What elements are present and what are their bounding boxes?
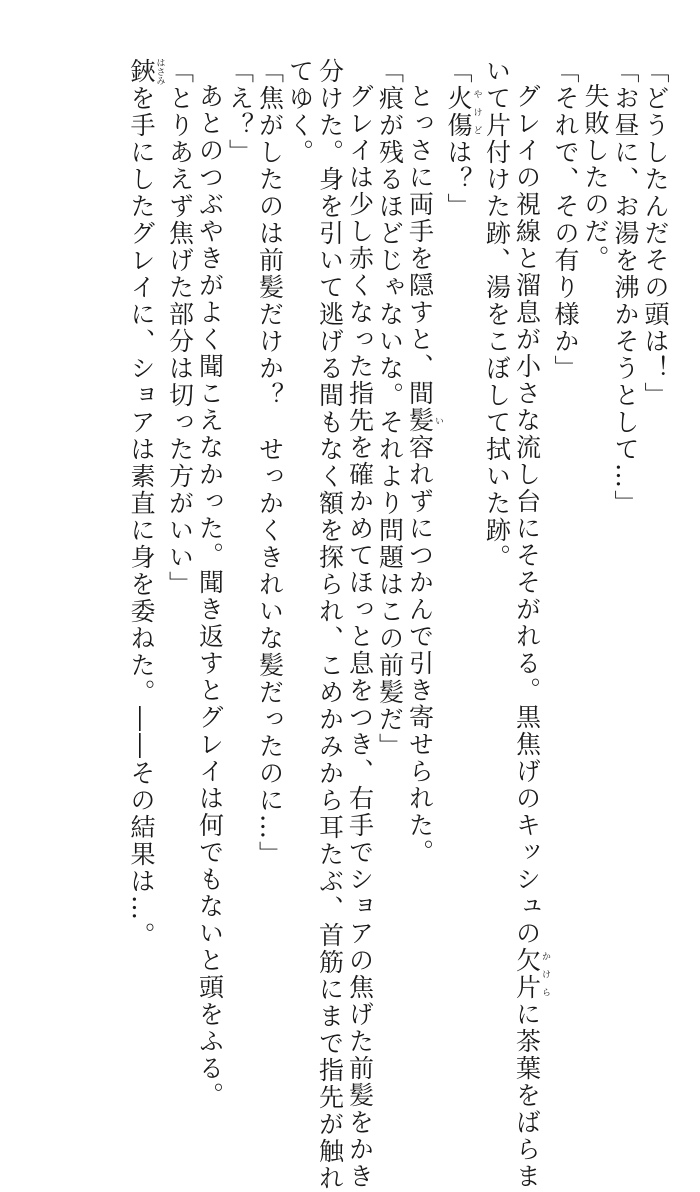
line-text: 「とりあえず焦げた部分は切った方がいい」	[165, 58, 195, 598]
line-text-tail: に茶葉をばらま	[512, 1001, 542, 1190]
line-text-tail: は？」	[444, 139, 473, 220]
text-line	[345, 58, 375, 1190]
text-line	[640, 58, 670, 958]
text-line	[255, 58, 285, 958]
ruby-base: 火傷	[444, 85, 473, 139]
line-text-tail: れずにつかんで引き寄せられた。	[405, 461, 435, 866]
line-text: あとのつぶやきがよく聞こえなかった。聞き返すとグレイは何でもないと頭をふる。	[195, 83, 225, 1109]
text-line	[512, 58, 551, 1190]
ruby-reading: い	[433, 380, 443, 461]
text-line	[315, 58, 345, 1192]
ruby-base: 鋏	[127, 58, 156, 85]
ruby-word	[444, 85, 482, 139]
ruby-base: 間髪容	[405, 380, 435, 461]
text-line	[285, 58, 315, 958]
ruby-word	[405, 380, 443, 461]
text-line	[126, 58, 165, 958]
line-text: グレイは少し赤くなった指先を確かめてほっと息をつき、右手でショアの焦げた前髪をかき	[345, 83, 375, 1190]
line-text: 「え？」	[225, 58, 255, 166]
text-line	[610, 58, 640, 958]
text-line	[195, 58, 225, 1109]
vertical-text-body	[126, 58, 670, 1192]
line-text: 「焦がしたのは前髪だけか？ せっかくきれいな髪だったのに…」	[255, 58, 285, 868]
text-line	[482, 58, 512, 958]
text-line	[375, 58, 405, 958]
ruby-reading: かけら	[540, 947, 550, 1001]
ruby-base: 欠片	[512, 947, 542, 1001]
line-text: 失敗したのだ。	[581, 83, 610, 272]
line-text: グレイの視線と溜息が小さな流し台にそそがれる。黒焦げのキッシュの	[512, 83, 542, 947]
line-text: いて片付けた跡、湯をこぼして拭いた跡。	[482, 58, 512, 571]
line-text: 「痕が残るほどじゃないな。それより問題はこの前髪だ」	[375, 58, 405, 760]
line-text: 「どうしたんだその頭は！」	[641, 58, 670, 409]
ruby-word	[127, 58, 165, 85]
line-text: 「それで、その有り様か」	[551, 58, 580, 382]
text-line	[550, 58, 580, 958]
ruby-reading: やけど	[471, 85, 482, 139]
line-text: 「	[444, 58, 473, 85]
line-text-tail: を手にしたグレイに、ショアは素直に身を委ねた。――その結果は…。	[127, 85, 156, 949]
line-text: 分けた。身を引いて逃げる間もなく額を探られ、こめかみから耳たぶ、首筋にまで指先が触れ	[315, 58, 345, 1192]
text-line	[580, 58, 610, 958]
ruby-reading: はさみ	[154, 58, 165, 85]
text-line	[405, 58, 444, 958]
text-line	[443, 58, 482, 958]
ruby-word	[512, 947, 550, 1001]
line-text: 「お昼に、お湯を沸かそうとして…」	[611, 58, 640, 517]
line-text: てゆく。	[285, 58, 315, 166]
text-line	[225, 58, 255, 958]
text-line	[165, 58, 195, 958]
line-text: とっさに両手を隠すと、	[405, 83, 435, 380]
